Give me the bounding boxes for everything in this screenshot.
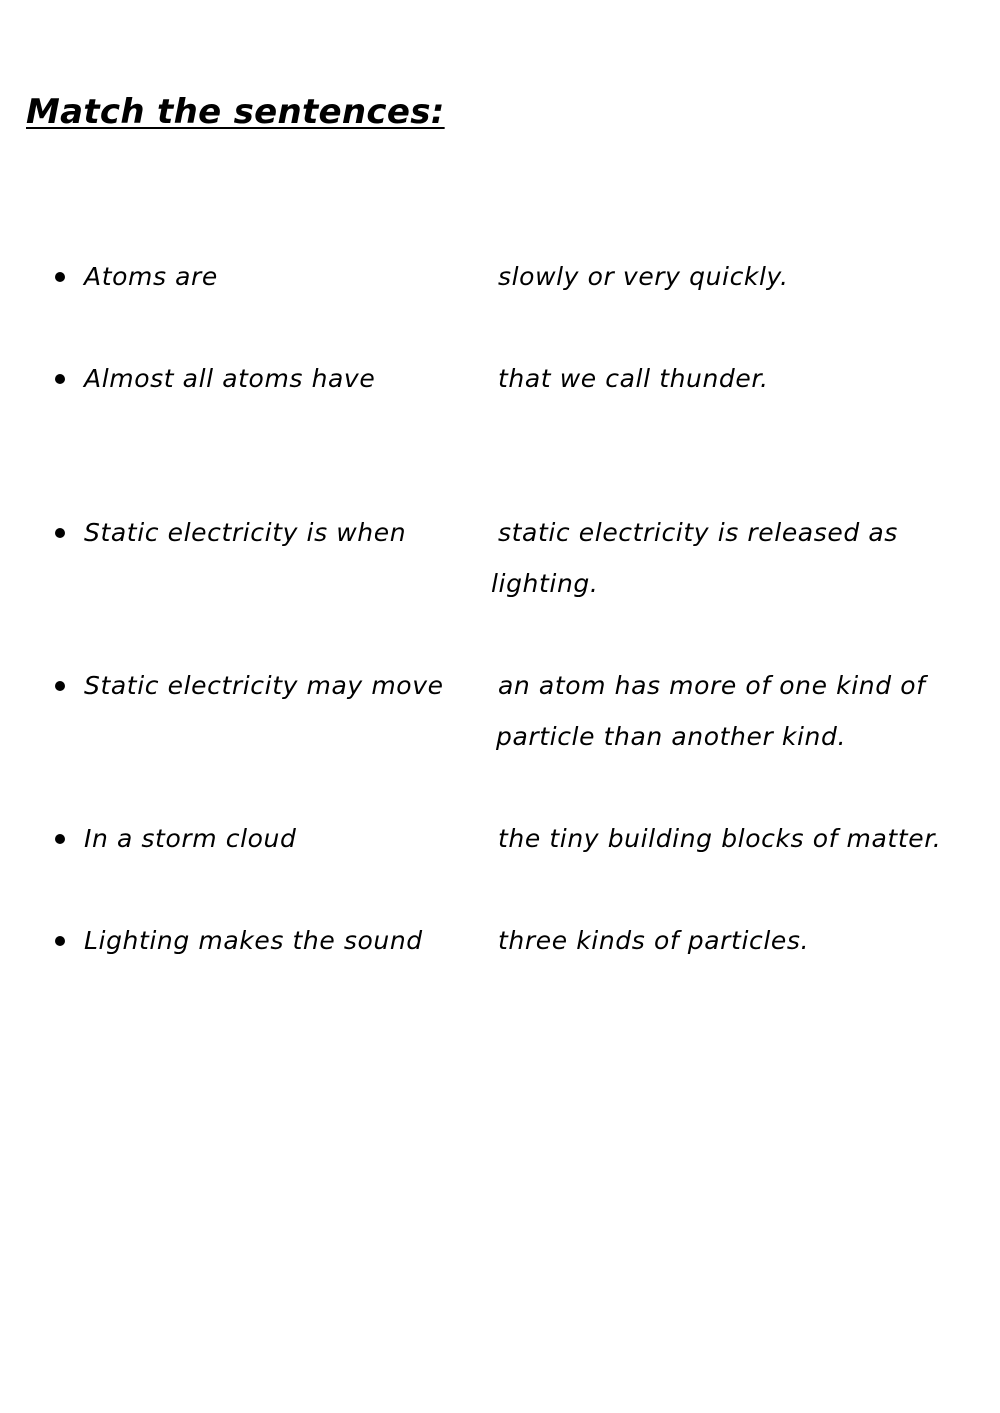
bullet-icon: [55, 272, 65, 282]
sentence-start: Static electricity is when: [84, 518, 407, 547]
sentence-ending-continued: lighting.: [491, 569, 599, 598]
sentence-start: In a storm cloud: [84, 824, 297, 853]
sentence-start: Almost all atoms have: [84, 364, 376, 393]
sentence-ending: that we call thunder.: [498, 364, 769, 393]
sentence-ending: three kinds of particles.: [498, 926, 810, 955]
sentence-ending: static electricity is released as: [498, 518, 898, 547]
sentence-ending: the tiny building blocks of matter.: [498, 824, 942, 853]
sentence-start: Lighting makes the sound: [84, 926, 423, 955]
sentence-start: Atoms are: [84, 262, 218, 291]
bullet-icon: [55, 834, 65, 844]
sentence-ending: slowly or very quickly.: [498, 262, 789, 291]
bullet-icon: [55, 681, 65, 691]
sentence-ending: an atom has more of one kind of: [498, 671, 926, 700]
sentence-start: Static electricity may move: [84, 671, 444, 700]
bullet-icon: [55, 936, 65, 946]
bullet-icon: [55, 374, 65, 384]
sentence-ending-continued: particle than another kind.: [496, 722, 846, 751]
page-title: Match the sentences:: [26, 92, 445, 132]
bullet-icon: [55, 528, 65, 538]
